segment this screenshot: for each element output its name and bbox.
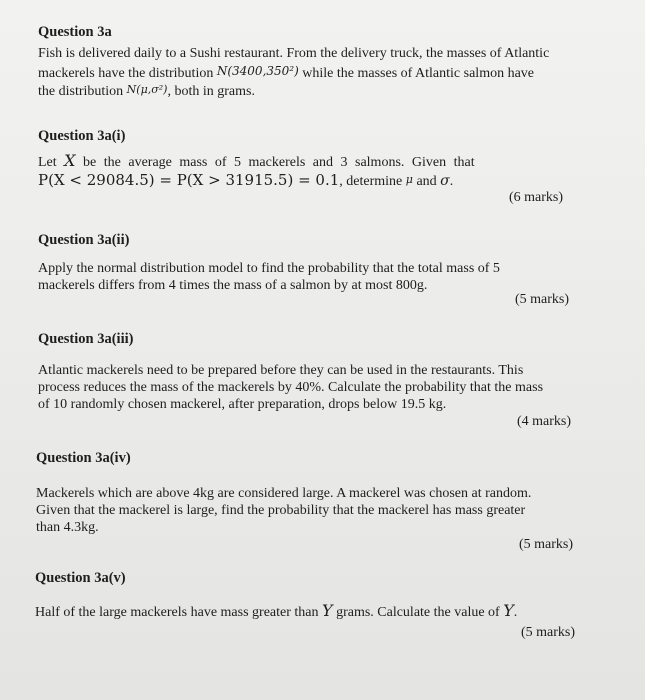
probability-equation: P(X < 29084.5) = P(X > 31915.5) = 0.1	[38, 171, 340, 189]
question-3a-iii-body	[38, 362, 573, 413]
q3aiv-line-1: Mackerels which are above 4kg are considered large. A mackerel was chosen at random.	[36, 486, 532, 501]
intro-line-3-text-a: the distribution	[38, 84, 127, 99]
q3ai-line-2-f: .	[449, 174, 454, 189]
question-3a-v-body	[35, 602, 575, 621]
salmon-distribution: N(μ,σ²)	[126, 83, 168, 96]
q3av-line-1-a: Half of the large mackerels have mass greater than	[35, 605, 322, 620]
symbol-sigma: σ	[440, 173, 450, 189]
symbol-mu: μ	[405, 173, 413, 186]
q3aii-line-1: Apply the normal distribution model to find the probability that the total mass of 5	[38, 261, 500, 276]
question-3a-ii-title: Question 3a(ii)	[38, 232, 130, 248]
variable-x: X	[64, 151, 76, 170]
question-3a-intro	[38, 46, 573, 101]
q3av-marks: (5 marks)	[520, 625, 575, 640]
question-3a-title: Question 3a	[38, 24, 112, 40]
variable-y: Y	[322, 601, 333, 620]
q3ai-marks: (6 marks)	[508, 190, 563, 205]
question-3a-ii-body	[38, 260, 573, 294]
question-3a-i-body	[38, 152, 573, 190]
intro-line-3-text-b: , both in grams.	[167, 84, 255, 99]
q3ai-line-1	[38, 152, 573, 171]
intro-line-3	[38, 82, 573, 101]
intro-line-1: Fish is delivered daily to a Sushi restaurant. From the delivery truck, the masses of Atlantic	[38, 46, 550, 61]
q3aiii-line-3: of 10 randomly chosen mackerel, after preparation, drops below 19.5 kg.	[38, 397, 447, 412]
q3aiii-line-2: process reduces the mass of the mackerels by 40%. Calculate the probability that the mass	[38, 380, 544, 395]
q3ai-line-2-d: and	[412, 174, 441, 189]
q3ai-line-2	[38, 171, 573, 190]
question-3a-iv-body	[36, 485, 576, 536]
q3aii-marks: (5 marks)	[514, 292, 569, 307]
intro-line-2-text-a: mackerels have the distribution	[38, 65, 217, 81]
intro-line-2-text-b: while the masses of Atlantic salmon have	[298, 65, 535, 81]
q3av-line-1-c: grams. Calculate the value of	[332, 605, 504, 620]
q3aiii-marks: (4 marks)	[516, 414, 571, 429]
q3ai-line-2-b: , determine	[339, 174, 406, 189]
q3av-line-1	[35, 602, 575, 621]
q3aiv-line-2: Given that the mackerel is large, find the probability that the mackerel has mass greater	[36, 503, 526, 518]
q3av-line-1-e: .	[513, 605, 518, 620]
q3aiv-marks: (5 marks)	[518, 537, 573, 552]
question-3a-i-title: Question 3a(i)	[38, 128, 126, 144]
q3aiv-line-3: than 4.3kg.	[36, 520, 99, 535]
intro-line-2	[38, 63, 573, 83]
question-3a-v-title: Question 3a(v)	[35, 570, 126, 586]
q3aii-line-2: mackerels differs from 4 times the mass of a salmon by at most 800g.	[38, 278, 428, 293]
q3ai-line-1-c: be the average mass of 5 mackerels and 3 salmons. Given that	[75, 155, 475, 170]
variable-y-2: Y	[503, 601, 514, 620]
q3ai-line-1-a: Let	[38, 155, 65, 170]
q3aiii-line-1: Atlantic mackerels need to be prepared before they can be used in the restaurants. This	[38, 363, 524, 378]
mackerel-distribution: N(3400,350²)	[216, 63, 299, 78]
question-3a-iv-title: Question 3a(iv)	[36, 450, 131, 466]
question-3a-iii-title: Question 3a(iii)	[38, 331, 134, 347]
